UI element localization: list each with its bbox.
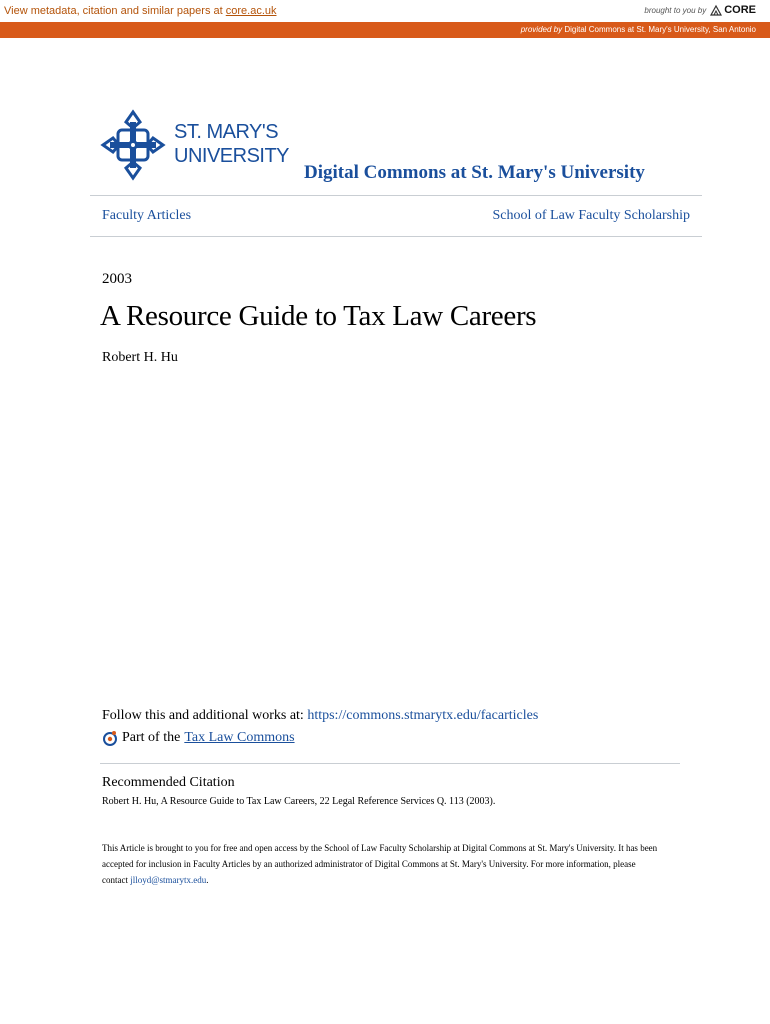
core-banner — [0, 0, 770, 22]
university-logo[interactable] — [100, 108, 292, 182]
wordmark-line2: UNIVERSITY — [174, 145, 290, 167]
core-label: CORE — [724, 4, 756, 16]
publication-year: 2003 — [102, 271, 132, 287]
brought-label: brought to you by — [644, 5, 707, 15]
repository-title[interactable]: Digital Commons at St. Mary's University — [304, 162, 645, 183]
faculty-articles-link[interactable]: Faculty Articles — [102, 208, 192, 223]
article-author: Robert H. Hu — [102, 350, 178, 365]
follow-prefix: Follow this and additional works at: — [102, 708, 308, 723]
core-link-prefix: View metadata, citation and similar papers at — [4, 5, 226, 17]
contact-email-link[interactable]: jlloyd@stmarytx.edu — [130, 875, 207, 885]
divider-bottom — [90, 236, 702, 237]
wordmark-line1: ST. MARY'S — [174, 121, 279, 143]
core-logo[interactable] — [710, 4, 756, 16]
provided-by-text — [521, 25, 756, 34]
citation-text: Robert H. Hu, A Resource Guide to Tax Law Careers, 22 Legal Reference Services Q. 113 (2003). — [102, 796, 496, 807]
brought-by — [644, 4, 756, 16]
tax-law-commons-link[interactable]: Tax Law Commons — [184, 730, 295, 745]
commons-network-icon — [102, 730, 118, 746]
core-logo-icon — [710, 4, 722, 16]
follow-works — [102, 708, 538, 724]
core-link-domain: core.ac.uk — [225, 5, 277, 17]
part-of-prefix: Part of the — [122, 730, 181, 745]
provided-by-bar — [0, 22, 770, 38]
access-notice — [102, 840, 662, 888]
divider-citation — [100, 763, 680, 764]
core-metadata-link[interactable] — [4, 5, 277, 17]
article-title: A Resource Guide to Tax Law Careers — [100, 300, 537, 332]
divider-top — [90, 195, 702, 196]
university-seal-icon — [100, 108, 166, 182]
part-of-line — [102, 730, 295, 746]
school-of-law-link[interactable]: School of Law Faculty Scholarship — [492, 208, 690, 223]
notice-end: . — [206, 875, 209, 885]
provided-by-label: provided by — [520, 25, 563, 34]
university-wordmark — [174, 120, 289, 168]
provider-name: Digital Commons at St. Mary's University, San Antonio — [564, 25, 756, 34]
citation-heading: Recommended Citation — [102, 775, 235, 790]
follow-url-link[interactable]: https://commons.stmarytx.edu/facarticles — [307, 708, 539, 723]
notice-text: This Article is brought to you for free and open access by the School of Law Faculty Scholarship at Digital Commons at St. Mary's University. It has been accepted for inclusion in Faculty Articles by an authorized administrator of Digital Commons at St. Mary's University. For more information, please contact — [102, 843, 658, 885]
